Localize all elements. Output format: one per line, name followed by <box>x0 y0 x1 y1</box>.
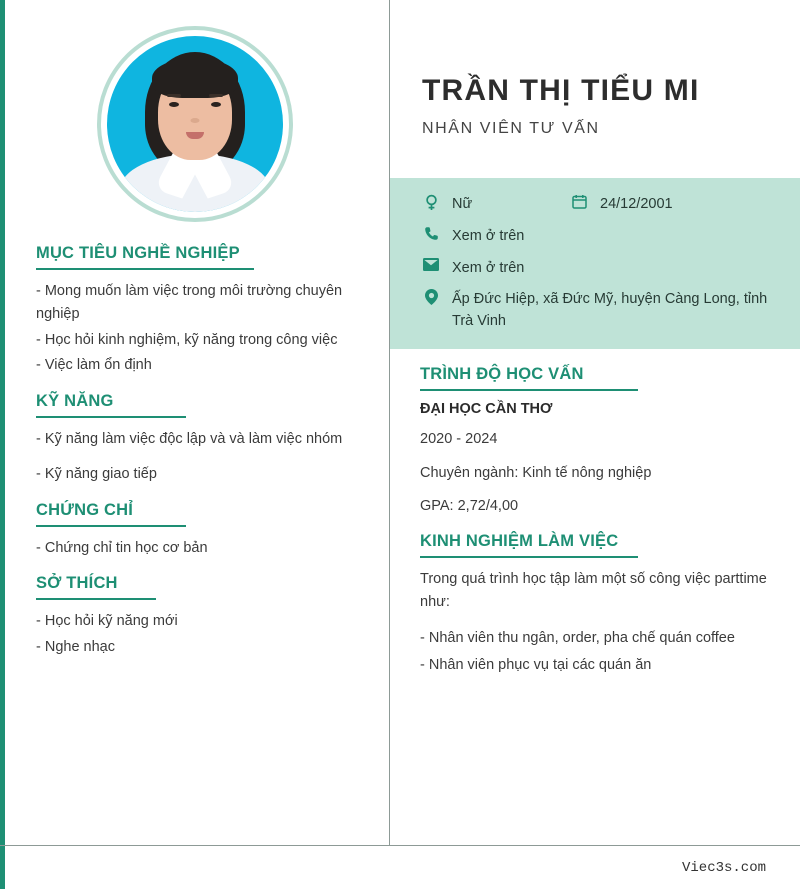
hobbies-underline <box>36 598 156 600</box>
certificates-line-1: - Chứng chỉ tin học cơ bản <box>36 539 208 556</box>
objective-line-2: - Học hỏi kinh nghiệm, kỹ năng trong công việc <box>36 331 338 348</box>
objective-line-3: - Việc làm ổn định <box>36 357 152 374</box>
hobbies-line-1: - Học hỏi kỹ năng mới <box>36 613 178 630</box>
phone-value: Xem ở trên <box>452 227 525 244</box>
experience-line-2: - Nhân viên phục vụ tại các quán ăn <box>420 657 652 674</box>
section-hobbies <box>36 574 353 659</box>
gender-value: Nữ <box>452 196 473 212</box>
education-underline <box>420 389 638 391</box>
left-column <box>0 0 390 845</box>
footer-site: Viec3s.com <box>681 859 766 876</box>
hobbies-title: SỞ THÍCH <box>36 574 118 593</box>
education-school: ĐẠI HỌC CẦN THƠ <box>420 400 553 417</box>
right-column <box>390 0 800 845</box>
portrait-brow-left <box>167 94 181 97</box>
portrait-eye-right <box>211 102 221 107</box>
birthday-value: 24/12/2001 <box>600 196 673 212</box>
objective-line-1: - Mong muốn làm việc trong môi trường chuyên nghiệp <box>36 283 343 323</box>
footer <box>0 845 800 889</box>
portrait-nose <box>190 118 199 123</box>
hobbies-line-2: - Nghe nhạc <box>36 638 115 655</box>
candidate-role: NHÂN VIÊN TƯ VẤN <box>422 120 600 137</box>
contact-row-email <box>420 258 778 280</box>
education-years: 2020 - 2024 <box>420 430 498 447</box>
certificates-underline <box>36 525 186 527</box>
experience-line-1: - Nhân viên thu ngân, order, pha chế quán coffee <box>420 629 735 646</box>
education-major: Chuyên ngành: Kinh tế nông nghiệp <box>420 464 652 481</box>
right-sections <box>390 349 800 678</box>
education-gpa: GPA: 2,72/4,00 <box>420 498 519 515</box>
gender-icon <box>420 194 442 211</box>
section-certificates <box>36 501 353 560</box>
contact-row-phone <box>420 226 778 248</box>
contact-birthday <box>568 194 673 216</box>
address-value: Ấp Đức Hiệp, xã Đức Mỹ, huyện Càng Long, tỉnh Trà Vinh <box>452 291 768 329</box>
objective-title: MỤC TIÊU NGHỀ NGHIỆP <box>36 244 240 262</box>
objective-underline <box>36 268 254 270</box>
portrait-eye-left <box>169 102 179 107</box>
candidate-name: TRẦN THỊ TIỂU MI <box>422 74 700 107</box>
education-title: TRÌNH ĐỘ HỌC VẤN <box>420 364 584 383</box>
certificates-title: CHỨNG CHỈ <box>36 500 134 519</box>
portrait-fringe <box>152 58 238 98</box>
contact-gender <box>420 194 568 216</box>
experience-title: KINH NGHIỆM LÀM VIỆC <box>420 532 619 550</box>
location-icon <box>420 289 442 305</box>
email-value: Xem ở trên <box>452 259 525 276</box>
section-skills <box>36 392 353 487</box>
experience-intro: Trong quá trình học tập làm một số công việc parttime như: <box>420 571 767 611</box>
profile-photo <box>107 36 283 212</box>
photo-container <box>36 26 353 222</box>
photo-ring <box>97 26 293 222</box>
section-objective <box>36 244 353 378</box>
skills-title: KỸ NĂNG <box>36 391 114 410</box>
section-experience <box>420 532 770 678</box>
contact-row-gender-birthday <box>420 194 778 216</box>
skills-line-2: - Kỹ năng giao tiếp <box>36 466 157 483</box>
experience-underline <box>420 556 638 558</box>
calendar-icon <box>568 194 590 209</box>
contact-row-address <box>420 289 778 333</box>
section-education <box>420 365 770 518</box>
email-icon <box>420 258 442 271</box>
portrait-brow-right <box>209 94 223 97</box>
skills-line-1: - Kỹ năng làm việc độc lập và và làm việc nhóm <box>36 430 343 447</box>
skills-underline <box>36 416 186 418</box>
contact-info-box <box>390 178 800 349</box>
name-block <box>390 0 800 178</box>
phone-icon <box>420 226 442 241</box>
